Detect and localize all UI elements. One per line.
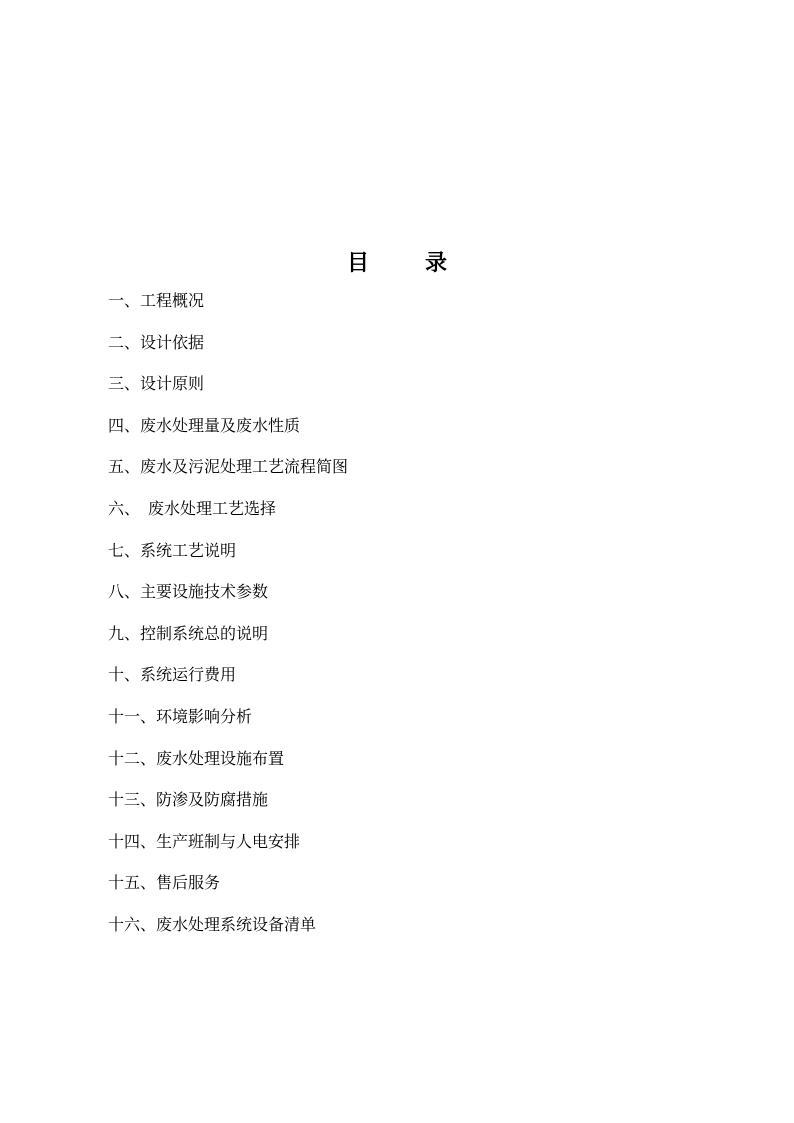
toc-item-number: 十六、 [108,914,157,934]
toc-item [108,450,348,492]
toc-item-number: 九、 [108,623,141,643]
toc-item [108,492,348,534]
toc-item-number: 十五、 [108,873,157,893]
toc-item-text: 废水及污泥处理工艺流程简图 [140,457,349,477]
toc-item [108,534,348,576]
toc-item-text: 防渗及防腐措施 [156,790,269,810]
toc-item [108,783,348,825]
toc-item-number: 六、 [108,498,141,518]
toc-item [108,367,348,409]
toc-item-number: 五、 [108,457,141,477]
toc-item-text: 系统工艺说明 [140,540,237,560]
toc-item-text: 售后服务 [156,873,221,893]
toc-item-number: 三、 [108,374,141,394]
toc-item [108,825,348,867]
toc-item-number: 二、 [108,332,141,352]
toc-item-number: 十一、 [108,706,157,726]
toc-item-text: 设计原则 [140,374,205,394]
toc-item-number: 十四、 [108,831,157,851]
toc-item-text: 工程概况 [140,291,205,310]
toc-item-text: 生产班制与人电安排 [156,831,301,851]
toc-item-text: 系统运行费用 [140,665,237,685]
toc-item-text: 废水处理设施布置 [156,748,285,768]
toc-item-number: 十二、 [108,748,157,768]
toc-item-text: 环境影响分析 [156,706,253,726]
toc-item [108,742,348,784]
toc-item-number: 十三、 [108,790,157,810]
toc-item-number: 八、 [108,582,141,602]
toc-item-number: 一、 [108,291,141,310]
toc-item [108,326,348,368]
toc-item [108,575,348,617]
table-of-contents [108,284,348,950]
toc-item-text: 废水处理工艺选择 [148,498,277,518]
toc-item [108,658,348,700]
toc-item [108,617,348,659]
toc-item-text: 废水处理量及废水性质 [140,415,301,435]
toc-item-text: 控制系统总的说明 [140,623,269,643]
toc-item [108,409,348,451]
toc-title [0,246,794,280]
toc-item-number: 四、 [108,415,141,435]
toc-item [108,700,348,742]
toc-item-text: 主要设施技术参数 [140,582,269,602]
toc-item [108,908,348,950]
toc-item [108,866,348,908]
toc-title-left: 目 [346,250,369,276]
toc-item-text: 废水处理系统设备清单 [156,914,317,934]
toc-item-number: 十、 [108,665,141,685]
toc-title-right: 录 [425,250,448,276]
toc-item-text: 设计依据 [140,332,205,352]
toc-item-number: 七、 [108,540,141,560]
toc-item [108,284,348,326]
